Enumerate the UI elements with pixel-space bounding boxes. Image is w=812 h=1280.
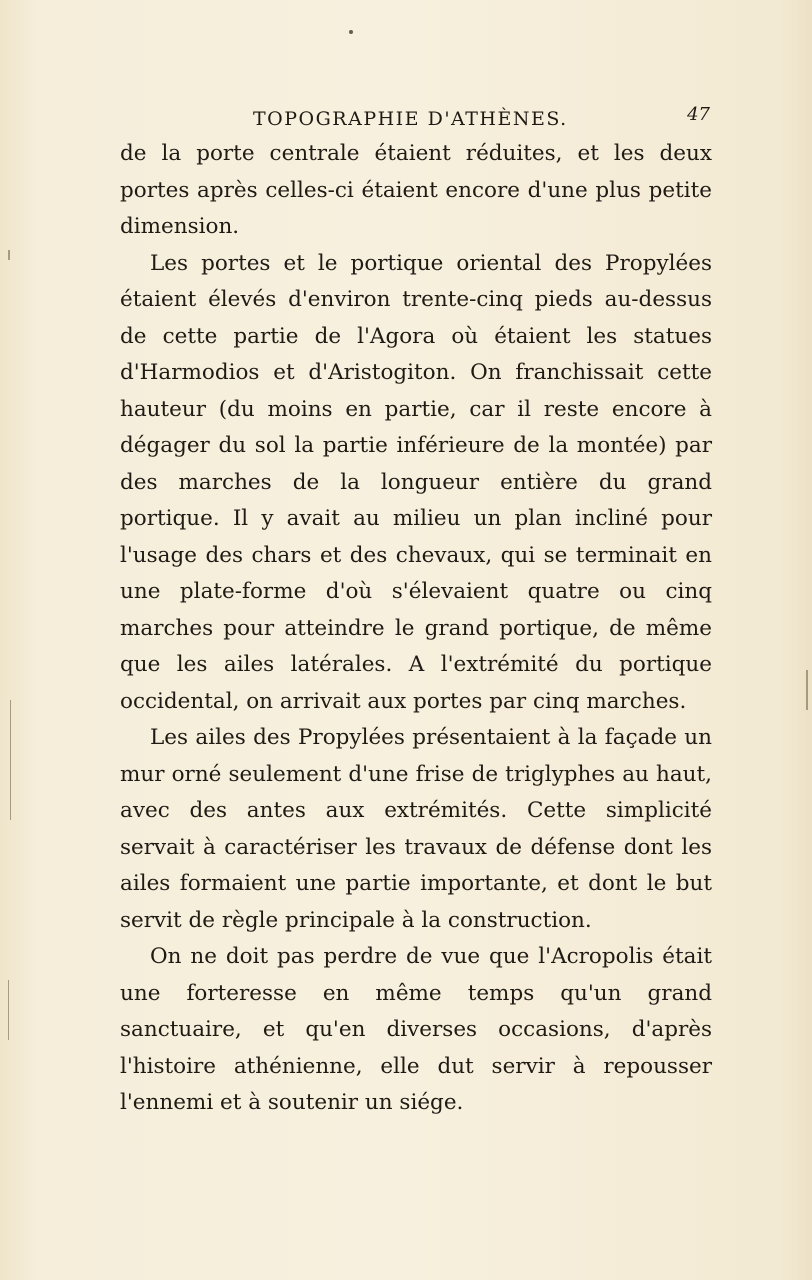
paragraph: de la porte centrale étaient réduites, et les deux portes après celles-ci étaient encore d'une plus petite dimension. <box>120 141 712 239</box>
running-head <box>118 104 710 136</box>
margin-mark <box>8 250 10 260</box>
margin-mark <box>10 700 11 820</box>
running-title: TOPOGRAPHIE D'ATHÈNES. <box>253 108 568 130</box>
margin-mark <box>8 980 9 1040</box>
ink-speck <box>349 30 353 34</box>
paragraph: Les ailes des Propylées présentaient à la façade un mur orné seulement d'une frise de triglyphes au haut, avec des antes aux extrémités. Cette simplicité servait à caractériser les travaux de défense dont les ailes formaient une partie importante, et dont le but servit de règle principale à la construction. <box>120 725 712 933</box>
page-number: 47 <box>687 104 710 125</box>
margin-mark <box>806 670 808 710</box>
paragraph: On ne doit pas perdre de vue que l'Acropolis était une forteresse en même temps qu'un grand sanctuaire, et qu'en diverses occasions, d'après l'histoire athénienne, elle dut servir à repousser l'ennemi et à soutenir un siége. <box>120 944 712 1115</box>
body-text <box>120 136 712 1122</box>
paragraph: Les portes et le portique oriental des Propylées étaient élevés d'environ trente-cinq pieds au-dessus de cette partie de l'Agora où étaient les statues d'Harmodios et d'Aristogiton. On franchissait cette hauteur (du moins en partie, car il reste encore à dégager du sol la partie inférieure de la montée) par des marches de la longueur entière du grand portique. Il y avait au milieu un plan incliné pour l'usage des chars et des chevaux, qui se terminait en une plate-forme d'où s'élevaient quatre ou cinq marches pour atteindre le grand portique, de même que les ailes latérales. A l'extrémité du portique occidental, on arrivait aux portes par cinq marches. <box>120 250 712 714</box>
